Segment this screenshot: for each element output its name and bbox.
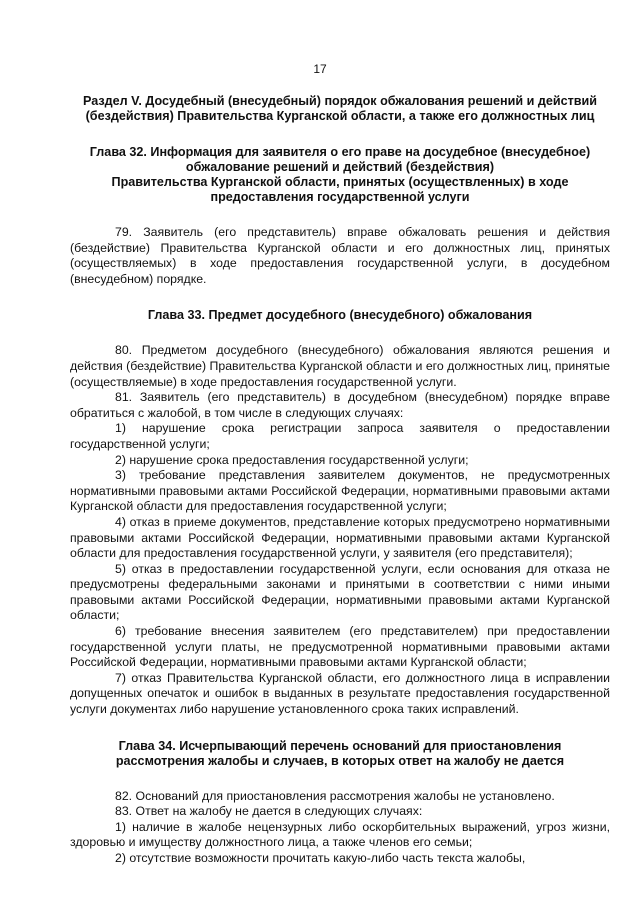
section-title: [70, 94, 610, 124]
list-item: 7) отказ Правительства Курганской области, его должностного лица в исправлении допущенных опечаток и ошибок в выданных в результате предоставления государственной услуги документах либо нарушение установленного срока таких исправлений.: [70, 670, 610, 717]
chapter-title-line: обжалование решений и действий (бездействия): [185, 160, 495, 174]
list-item: 2) отсутствие возможности прочитать какую-либо часть текста жалобы,: [115, 851, 526, 865]
paragraph-83: 83. Ответ на жалобу не дается в следующих случаях:: [115, 804, 423, 819]
chapter-title-line: Глава 32. Информация для заявителя о его праве на досудебное (внесудебное): [89, 145, 591, 159]
list-item: 3) требование представления заявителем документов, не предусмотренных нормативными правовыми актами Российской Федерации, нормативными правовыми актами Курганской области для предоставления государственной услуги;: [70, 468, 610, 514]
list-item: 4) отказ в приеме документов, представление которых предусмотрено нормативными правовыми актами Российской Федерации, нормативными правовыми актами Курганской области для предоставления государственной услуги, у заявителя (его представителя);: [70, 514, 610, 561]
section-title-line: (бездействия) Правительства Курганской области, а также его должностных лиц: [85, 109, 595, 123]
document-body: [70, 94, 610, 867]
chapter-32-title: [70, 145, 610, 205]
chapter-33-title: [70, 308, 610, 323]
chapter-title-line: Глава 34. Исчерпывающий перечень оснований для приостановления: [118, 738, 562, 753]
chapter-title-line: Глава 33. Предмет досудебного (внесудебного) обжалования: [147, 308, 533, 323]
chapter-title-line: Правительства Курганской области, принятых (осуществленных) в ходе: [111, 175, 569, 189]
chapter-title-line: рассмотрения жалобы и случаев, в которых ответ на жалобу не дается: [115, 753, 565, 768]
chapter-title-line: предоставления государственной услуги: [210, 190, 470, 204]
list-item: 2) нарушение срока предоставления государственной услуги;: [115, 452, 469, 467]
page-number: 17: [313, 62, 327, 76]
list-item: 1) наличие в жалобе нецензурных либо оскорбительных выражений, угроз жизни, здоровью и имуществу должностного лица, а также членов его семьи;: [70, 819, 610, 850]
section-title-line: Раздел V. Досудебный (внесудебный) порядок обжалования решений и действий: [83, 94, 597, 108]
list-item: 1) нарушение срока регистрации запроса заявителя о предоставлении государственной услуги;: [70, 421, 610, 451]
chapter-34-title: [70, 739, 610, 769]
paragraph-81: 81. Заявитель (его представитель) в досудебном (внесудебном) порядке вправе обратиться с жалобой, в том числе в следующих случаях:: [70, 390, 610, 420]
paragraph-79: 79. Заявитель (его представитель) вправе обжаловать решения и действия (бездействие) Правительства Курганской области и его должностных лиц, принятых (осуществляемых) в ходе предоставления государственной услуги, в досудебном (внесудебном) порядке.: [70, 225, 610, 286]
paragraph-82: 82. Оснований для приостановления рассмотрения жалобы не установлено.: [115, 788, 555, 803]
list-item: 5) отказ в предоставлении государственной услуги, если основания для отказа не предусмотрены федеральными законами и принятыми в соответствии с ними иными правовыми актами Российской Федерации, нормативными правовыми актами Курганской области;: [70, 561, 610, 623]
paragraph-80: 80. Предметом досудебного (внесудебного) обжалования являются решения и действия (бездействие) Правительства Курганской области и его должностных лиц, принятые (осуществляемые) в ходе предоставления государственной услуги.: [70, 343, 610, 389]
list-item: 6) требование внесения заявителем (его представителем) при предоставлении государственной услуги платы, не предусмотренной нормативными правовыми актами Российской Федерации, нормативными правовыми актами Курганской области;: [70, 624, 610, 670]
